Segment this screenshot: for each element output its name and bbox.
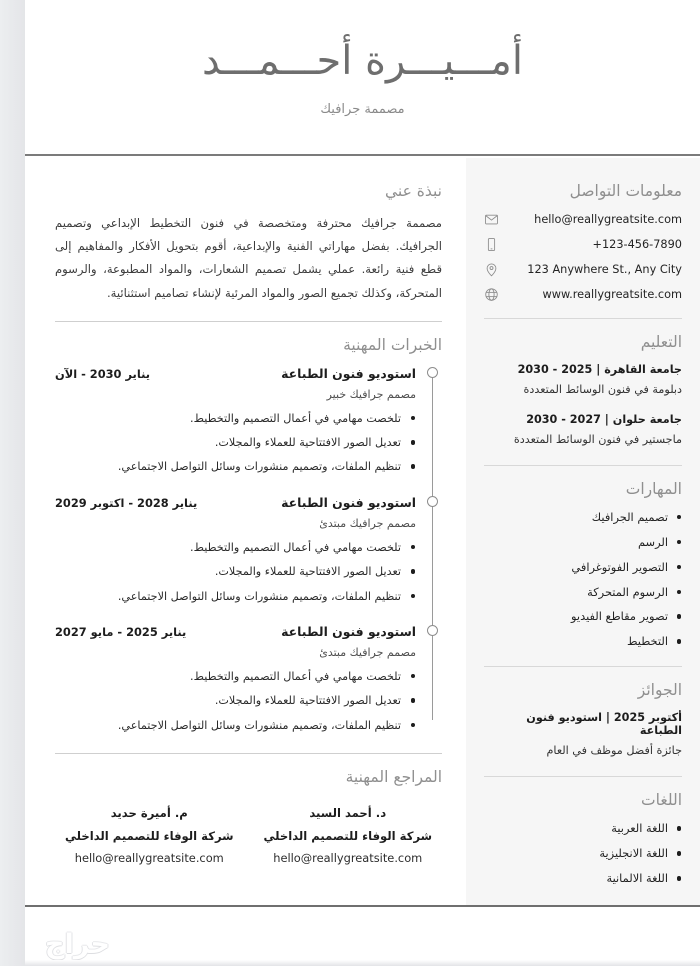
contact-address-value: 123 Anywhere St., Any City: [527, 263, 682, 276]
experience-heading: الخبرات المهنية: [343, 335, 442, 354]
contact-item-phone[interactable]: [484, 237, 682, 252]
skills-heading: المهارات: [625, 479, 682, 498]
section-references: [55, 768, 442, 869]
sidebar-divider-1: [484, 318, 682, 319]
list-item: تنظيم الملفات، وتصميم منشورات وسائل التواصل الاجتماعي.: [55, 588, 416, 605]
list-item: تلخصت مهامي في أعمال التصميم والتخطيط.: [55, 539, 416, 556]
list-item: اللغة الانجليزية: [484, 846, 682, 862]
sidebar-divider-3: [484, 666, 682, 667]
timeline-dot-icon: [427, 496, 438, 507]
contact-item-address[interactable]: [484, 262, 682, 277]
experience-bullets: [55, 410, 416, 476]
candidate-name: أمـــيـــرة أحـــمـــد: [202, 38, 523, 84]
experience-entry: [55, 624, 416, 734]
education-heading: التعليم: [640, 333, 682, 351]
list-item: تلخصت مهامي في أعمال التصميم والتخطيط.: [55, 410, 416, 427]
education-school-dates: جامعة حلوان | 2027 - 2030: [526, 412, 682, 426]
education-item: [484, 413, 682, 449]
contact-email-value: hello@reallygreatsite.com: [534, 213, 682, 226]
award-date-org: أكتوبر 2025 | استوديو فنون الطباعة: [526, 711, 682, 738]
about-heading: نبذة عني: [384, 182, 442, 200]
education-item: [484, 363, 682, 399]
list-item: تعديل الصور الافتتاحية للعملاء والمجلات.: [55, 434, 416, 451]
experience-company: استوديو فنون الطباعة: [281, 365, 416, 381]
about-paragraph: مصممة جرافيك محترفة ومتخصصة في فنون التخطيط الإبداعي وتصميم الجرافيك. بفضل مهاراتي الفنية والإبداعية، أقوم بتحويل الأفكار والمفاهيم إلى قطع فنية رائعة. عملي يشمل تصميم الشعارات، والمواد المطبوعة، والرسوم المتحركة، وكذلك تجميع الصور والمواد المرئية لإنشاء تصاميم استثنائية.: [55, 216, 442, 300]
contact-phone-value: +123-456-7890: [592, 238, 682, 251]
page-bottom-edge: [25, 960, 700, 966]
languages-heading: اللغات: [641, 791, 682, 810]
globe-icon: [484, 287, 499, 302]
experience-role: مصمم جرافيك مبتدئ: [319, 516, 416, 530]
candidate-job-title: مصممة جرافيك: [320, 102, 405, 117]
list-item: تلخصت مهامي في أعمال التصميم والتخطيط.: [55, 668, 416, 685]
list-item: اللغة العربية: [484, 821, 682, 837]
contact-item-email[interactable]: [484, 212, 682, 227]
reference-email[interactable]: hello@reallygreatsite.com: [74, 851, 224, 866]
award-description: جائزة أفضل موظف في العام: [546, 744, 682, 758]
location-pin-icon: [484, 262, 499, 277]
experience-entry: [55, 495, 416, 605]
list-item: تعديل الصور الافتتاحية للعملاء والمجلات.: [55, 692, 416, 709]
resume-header: [25, 0, 700, 156]
section-about: [55, 182, 442, 305]
list-item: تعديل الصور الافتتاحية للعملاء والمجلات.: [55, 563, 416, 580]
experience-entry-header: [55, 624, 416, 639]
list-item: تنظيم الملفات، وتصميم منشورات وسائل التواصل الاجتماعي.: [55, 458, 416, 475]
main-column: [25, 158, 466, 905]
education-degree: دبلومة في فنون الوسائط المتعددة: [523, 383, 682, 396]
timeline-dot-icon: [427, 367, 438, 378]
site-watermark: حراج: [45, 929, 110, 960]
timeline-dot-icon: [427, 625, 438, 636]
list-item: الرسم: [484, 535, 682, 551]
education-degree: ماجستير في فنون الوسائط المتعددة: [513, 432, 682, 446]
experience-dates: يناير 2025 - مايو 2027: [55, 624, 187, 639]
awards-heading: الجوائز: [637, 681, 682, 700]
list-item: تصميم الجرافيك: [484, 510, 682, 526]
contact-item-website[interactable]: [484, 287, 682, 302]
references-heading: المراجع المهنية: [345, 767, 442, 786]
main-divider-2: [55, 753, 442, 754]
reference-org: شركة الوفاء للتصميم الداخلي: [263, 828, 433, 843]
envelope-icon: [484, 212, 499, 227]
list-item: تنظيم الملفات، وتصميم منشورات وسائل التواصل الاجتماعي.: [55, 717, 416, 734]
list-item: تصوير مقاطع الفيديو: [484, 609, 682, 625]
skills-list: [484, 510, 682, 651]
experience-timeline: [55, 366, 442, 734]
resume-page: [25, 0, 700, 966]
award-item: [484, 711, 682, 760]
experience-dates: يناير 2028 - اكتوبر 2029: [55, 495, 198, 510]
languages-list: [484, 821, 682, 887]
reference-email[interactable]: hello@reallygreatsite.com: [273, 851, 423, 866]
list-item: الرسوم المتحركة: [484, 585, 682, 601]
section-experience: [55, 336, 442, 734]
resume-footer: [25, 905, 700, 966]
references-list: [55, 802, 442, 869]
reference-name: م. أميرة حديد: [110, 805, 188, 820]
section-education: [484, 333, 682, 449]
experience-role: مصمم جرافيك مبتدئ: [319, 645, 416, 659]
sidebar: [466, 158, 700, 905]
experience-entry-header: [55, 366, 416, 381]
reference-org: شركة الوفاء للتصميم الداخلي: [64, 828, 234, 843]
phone-icon: [484, 237, 499, 252]
reference-item: [55, 802, 244, 869]
section-awards: [484, 681, 682, 760]
experience-bullets: [55, 668, 416, 734]
experience-role: مصمم جرافيك خبير: [326, 387, 416, 401]
list-item: التخطيط: [484, 634, 682, 650]
reference-item: [254, 802, 443, 869]
section-languages: [484, 791, 682, 887]
contact-heading: معلومات التواصل: [569, 182, 682, 200]
experience-company: استوديو فنون الطباعة: [281, 494, 416, 510]
list-item: التصوير الفوتوغرافي: [484, 560, 682, 576]
sidebar-divider-2: [484, 465, 682, 466]
list-item: اللغة الالمانية: [484, 871, 682, 887]
experience-company: استوديو فنون الطباعة: [281, 623, 416, 639]
timeline-line: [432, 374, 433, 720]
experience-bullets: [55, 539, 416, 605]
experience-entry: [55, 366, 416, 476]
experience-dates: يناير 2030 - الآن: [55, 366, 151, 381]
page-left-margin: [0, 0, 25, 966]
sidebar-divider-4: [484, 776, 682, 777]
contact-website-value: www.reallygreatsite.com: [542, 288, 682, 301]
resume-body: [25, 158, 700, 905]
reference-name: د. أحمد السيد: [309, 805, 387, 820]
main-divider-1: [55, 321, 442, 322]
section-contact: [484, 182, 682, 302]
education-school-dates: جامعة القاهرة | 2025 - 2030: [517, 363, 682, 376]
section-skills: [484, 480, 682, 651]
experience-entry-header: [55, 495, 416, 510]
